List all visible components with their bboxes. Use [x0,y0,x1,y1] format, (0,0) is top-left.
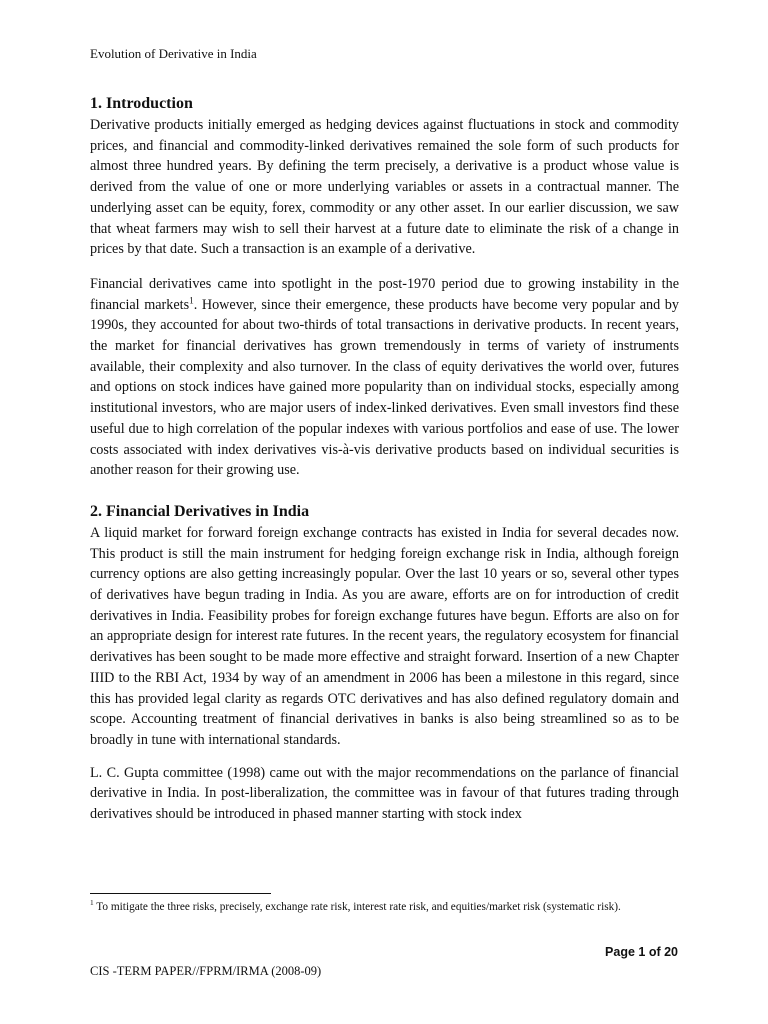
financial-derivatives-paragraph-1: A liquid market for forward foreign exchange contracts has existed in India for several decades now. This product is still the main instrument for hedging foreign exchange risk in India, although foreign currency options are also getting increasingly popular. Over the last 10 years or so, several other types of derivatives have begun trading in India. As you are aware, efforts are on for introduction of credit derivatives in India. Feasibility probes for foreign exchange futures have begun. Efforts are also on for an appropriate design for interest rate futures. In the recent years, the regulatory ecosystem for financial derivatives has been sought to be made more effective and straight forward. Insertion of a new Chapter IIID to the RBI Act, 1934 by way of an amendment in 2006 has been a milestone in this regard, since this has provided legal clarity as regards OTC derivatives and has also defined regulatory domain and scope. Accounting treatment of financial derivatives in banks is also being streamlined so as to be broadly in tune with international standards. [90,524,679,748]
footnote-reference[interactable]: 1 [189,294,194,305]
financial-derivatives-paragraph-2: L. C. Gupta committee (1998) came out with the major recommendations on the parlance of financial derivative in India. In post-liberalization, the committee was in favour of that futures trading through derivatives should be introduced in phased manner starting with stock index [90,764,679,823]
footnote-text: To mitigate the three risks, precisely, exchange rate risk, interest rate risk, and equities/market risk (systematic risk). [93,901,621,913]
page-footer: CIS -TERM PAPER//FPRM/IRMA (2008-09) [90,964,322,978]
footnote-number: 1 [90,898,94,908]
introduction-paragraph-1: Derivative products initially emerged as hedging devices against fluctuations in stock and commodity prices, and financial and commodity-linked derivatives remained the sole form of such products for almost three hundred years. By defining the term precisely, a derivative is a product whose value is derived from the value of one or more underlying variables or assets in a contractual manner. The underlying asset can be equity, forex, commodity or any other asset. In our earlier discussion, we saw that wheat farmers may wish to sell their harvest at a future date to eliminate the risk of a change in prices by that date. Such a transaction is an example of a derivative. [90,117,679,258]
section-heading-introduction: 1. Introduction [90,95,193,112]
paragraph-text: . However, since their emergence, these products have become very popular and by 1990s, they accounted for about two-thirds of total transactions in derivative products. In recent years, the market for financial derivatives has grown tremendously in terms of variety of instruments available, their complexity and also turnover. In the class of equity derivatives the world over, futures and options on stock indices have gained more popularity than on individual stocks, especially among institutional investors, who are major users of index-linked derivatives. Even small investors find these useful due to high correlation of the popular indexes with various portfolios and ease of use. The lower costs associated with index derivatives vis-à-vis derivative products based on individual securities is another reason for their growing use. [90,296,679,479]
page-number: Page 1 of 20 [605,945,678,959]
page-body [90,93,679,825]
paragraph-text: Financial derivatives came into spotlight in the post-1970 period due to growing instability in the financial markets [90,275,679,313]
section-heading-financial-derivatives: 2. Financial Derivatives in India [90,502,310,520]
running-header: Evolution of Derivative in India [90,46,257,61]
footnote [90,899,679,915]
introduction-paragraph-2 [90,274,679,481]
footnote-divider [90,893,271,894]
